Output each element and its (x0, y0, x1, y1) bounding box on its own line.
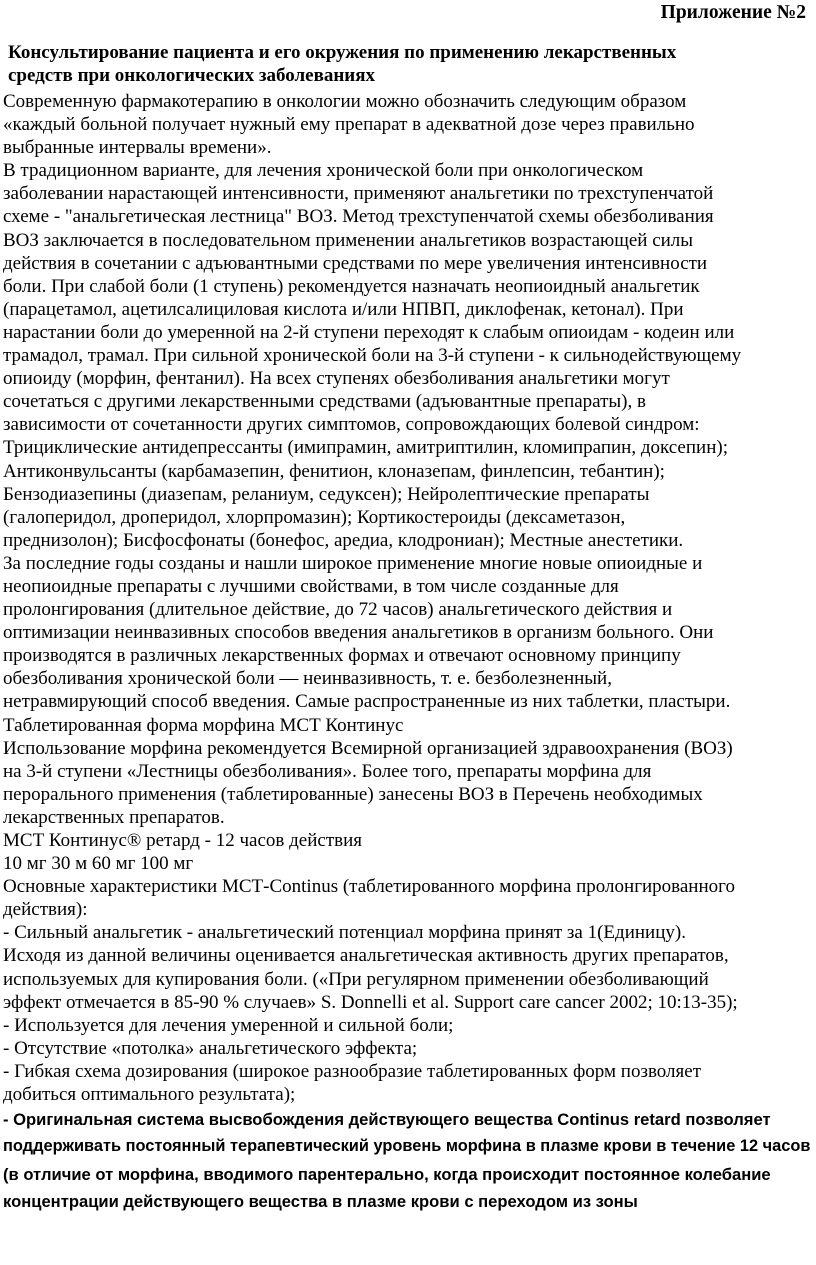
text-line: Трициклические антидепрессанты (имипрамин, амитриптилин, кломипрапин, доксепин); (3, 437, 728, 459)
text-line: боли. При слабой боли (1 ступень) рекомендуется назначать неопиоидный анальгетик (3, 275, 700, 297)
text-line: трамадол, трамал. При сильной хронической боли на 3-й ступени - к сильнодействующему (3, 345, 742, 367)
text-line: (парацетамол, ацетилсалициловая кислота и/или НПВП, диклофенак, кетонал). При (3, 298, 684, 320)
text-line: Использование морфина рекомендуется Всемирной организацией здравоохранения (ВОЗ) (3, 737, 733, 759)
text-line: оптимизации неинвазивных способов введения анальгетиков в организм больного. Они (3, 622, 714, 644)
text-line: производятся в различных лекарственных формах и отвечают основному принципу (3, 645, 681, 667)
text-line: выбранные интервалы времени». (3, 137, 272, 159)
text-line: эффект отмечается в 85-90 % случаев» S. Donnelli et al. Support care cancer 2002; 10:13-35); (3, 991, 738, 1013)
text-line: За последние годы созданы и нашли широкое применение многие новые опиоидные и (3, 552, 703, 574)
text-line: В традиционном варианте, для лечения хронической боли при онкологическом (3, 160, 644, 182)
text-line: пролонгирования (длительное действие, до 72 часов) анальгетического действия и (3, 599, 673, 621)
text-line: нетравмирующий способ введения. Самые распространенные из них таблетки, пластыри. (3, 691, 731, 713)
text-line: обезболивания хронической боли — неинвазивность, т. е. безболезненный, (3, 668, 612, 690)
text-line: Таблетированная форма морфина МСТ Континус (3, 714, 404, 736)
text-line: Основные характеристики МСТ-Continus (таблетированного морфина пролонгированного (3, 876, 735, 898)
text-line: преднизолон); Бисфосфонаты (бонефос, аредиа, клодрониан); Местные анестетики. (3, 529, 684, 551)
text-line: 10 мг 30 м 60 мг 100 мг (3, 853, 194, 875)
text-line: схеме - "анальгетическая лестница" ВОЗ. Метод трехступенчатой схемы обезболивания (3, 206, 714, 228)
title-line: средств при онкологических заболеваниях (8, 65, 376, 86)
text-line: заболевании нарастающей интенсивности, применяют анальгетики по трехступенчатой (3, 183, 714, 205)
text-line: Антиконвульсанты (карбамазепин, фенитион, клоназепам, финлепсин, тебантин); (3, 460, 665, 482)
text-line: неопиоидные препараты с лучшими свойствами, в том числе созданные для (3, 575, 619, 597)
text-line: - Отсутствие «потолка» анальгетического эффекта; (3, 1037, 418, 1059)
text-line: (галоперидол, дроперидол, хлорпромазин); Кортикостероиды (дексаметазон, (3, 506, 626, 528)
text-line: - Сильный анальгетик - анальгетический потенциал морфина принят за 1(Единицу). (3, 922, 686, 944)
text-line: нарастании боли до умеренной на 2-й ступени переходят к слабым опиоидам - кодеин или (3, 321, 735, 343)
text-line: действия в сочетании с адъювантными средствами по мере увеличения интенсивности (3, 252, 708, 274)
text-line: - Используется для лечения умеренной и сильной боли; (3, 1014, 454, 1036)
text-line: добиться оптимального результата); (3, 1084, 296, 1106)
text-line: Исходя из данной величины оценивается анальгетическая активность других препаратов, (3, 945, 729, 967)
text-line: МСТ Континус® ретард - 12 часов действия (3, 830, 362, 851)
text-line: «каждый больной получает нужный ему препарат в адекватной дозе через правильно (3, 114, 695, 136)
text-line: - Гибкая схема дозирования (широкое разнообразие таблетированных форм позволяет (3, 1060, 702, 1082)
text-line: опиоиду (морфин, фентанил). На всех ступенях обезболивания анальгетики могут (3, 368, 670, 390)
text-line-bold: концентрации действующего вещества в плазме крови с переходом из зоны (3, 1191, 638, 1211)
text-line-bold: поддерживать постоянный терапевтический уровень морфина в плазме крови в течение 12 часов (3, 1137, 811, 1156)
text-line-bold: (в отличие от морфина, вводимого парентерально, когда происходит постоянное колебание (3, 1164, 771, 1184)
text-line: сочетаться с другими лекарственными средствами (адъювантные препараты), в (3, 391, 646, 413)
body-text (3, 90, 815, 1215)
text-line: зависимости от сочетанности других симптомов, сопровождающих болевой синдром: (3, 414, 700, 436)
text-line-bold: - Оригинальная система высвобождения действующего вещества Continus retard позволяет (3, 1110, 771, 1130)
title-line: Консультирование пациента и его окружения по применению лекарственных (8, 42, 677, 63)
text-line: Современную фармакотерапию в онкологии можно обозначить следующим образом (3, 91, 687, 112)
text-line: используемых для купирования боли. («При регулярном применении обезболивающий (3, 968, 709, 990)
text-line: ВОЗ заключается в последовательном применении анальгетиков возрастающей силы (3, 229, 694, 251)
text-line: действия): (3, 899, 88, 921)
document-title (8, 41, 808, 87)
text-line: лекарственных препаратов. (3, 806, 225, 828)
appendix-label: Приложение №2 (660, 2, 806, 23)
text-line: перорального применения (таблетированные) занесены ВОЗ в Перечень необходимых (3, 783, 703, 805)
text-line: Бензодиазепины (диазепам, реланиум, седуксен); Нейролептические препараты (3, 483, 650, 505)
text-line: на 3-й ступени «Лестницы обезболивания». Более того, препараты морфина для (3, 760, 652, 782)
